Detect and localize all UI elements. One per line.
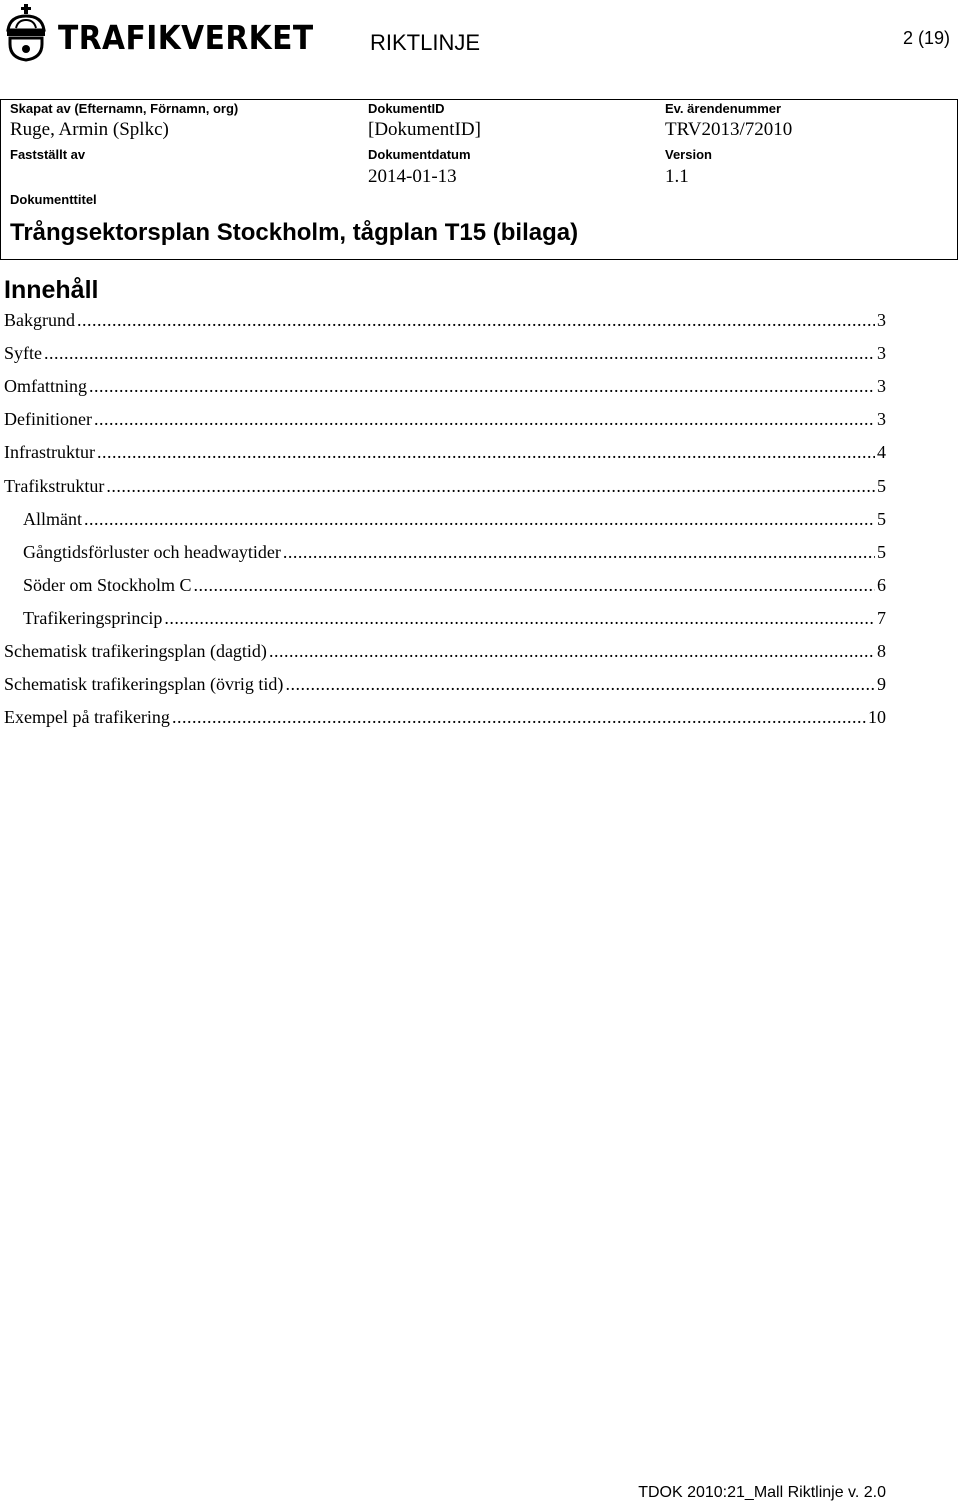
toc-entry[interactable] bbox=[4, 376, 886, 402]
document-title-value: Trångsektorsplan Stockholm, tågplan T15 (bilaga) bbox=[10, 219, 579, 246]
toc-entry-page: 6 bbox=[877, 575, 886, 595]
toc-entry-title: Gångtidsförluster och headwaytider bbox=[23, 542, 281, 562]
toc-entry-title: Söder om Stockholm C bbox=[23, 575, 192, 595]
toc-entry-page: 3 bbox=[877, 409, 886, 429]
toc-dot-leader bbox=[89, 376, 875, 397]
docid-label: DokumentID bbox=[368, 101, 445, 116]
toc-entry-page: 5 bbox=[877, 542, 886, 562]
toc-entry-title: Schematisk trafikeringsplan (övrig tid) bbox=[4, 674, 284, 694]
toc-dot-leader bbox=[97, 442, 875, 463]
toc-entry-page: 9 bbox=[877, 674, 886, 694]
page-number: 2 (19) bbox=[902, 28, 950, 48]
toc-entry-title: Omfattning bbox=[4, 376, 87, 396]
toc-entry-page: 3 bbox=[877, 343, 886, 363]
toc-entry-page: 10 bbox=[868, 707, 886, 727]
toc-entry[interactable] bbox=[4, 674, 886, 700]
page-header bbox=[0, 0, 960, 80]
toc-entry[interactable] bbox=[4, 442, 886, 468]
toc-entry-title: Allmänt bbox=[23, 509, 82, 529]
approved-by-label: Fastställt av bbox=[10, 147, 86, 162]
toc-dot-leader bbox=[164, 608, 875, 629]
toc-dot-leader bbox=[44, 343, 875, 364]
toc-dot-leader bbox=[172, 707, 866, 728]
toc-entry-title: Syfte bbox=[4, 343, 42, 363]
trafikverket-logo bbox=[2, 4, 312, 64]
document-metadata-box bbox=[0, 99, 958, 260]
toc-entry-page: 7 bbox=[877, 608, 886, 628]
toc-entry[interactable] bbox=[23, 608, 886, 634]
toc-entry-page: 5 bbox=[877, 509, 886, 529]
brand-wordmark: TRAFIKVERKET bbox=[58, 18, 314, 57]
toc-entry[interactable] bbox=[23, 542, 886, 568]
toc-dot-leader bbox=[285, 674, 875, 695]
toc-entry[interactable] bbox=[4, 409, 886, 435]
toc-entry-page: 8 bbox=[877, 641, 886, 661]
toc-entry-page: 3 bbox=[877, 310, 886, 330]
toc-dot-leader bbox=[269, 641, 875, 662]
toc-entry-page: 4 bbox=[877, 442, 886, 462]
toc-entry[interactable] bbox=[4, 476, 886, 502]
toc-dot-leader bbox=[194, 575, 875, 596]
toc-entry-page: 5 bbox=[877, 476, 886, 496]
document-type: RIKTLINJE bbox=[370, 30, 481, 55]
toc-entry-page: 3 bbox=[877, 376, 886, 396]
document-title-label: Dokumenttitel bbox=[10, 192, 97, 207]
toc-entry-title: Infrastruktur bbox=[4, 442, 95, 462]
version-value: 1.1 bbox=[665, 166, 689, 187]
document-date-value: 2014-01-13 bbox=[368, 166, 457, 187]
footer-template-id: TDOK 2010:21_Mall Riktlinje v. 2.0 bbox=[638, 1484, 886, 1501]
toc-heading: Innehåll bbox=[4, 276, 99, 304]
document-date-label: Dokumentdatum bbox=[368, 147, 471, 162]
version-label: Version bbox=[665, 147, 712, 162]
toc-entry[interactable] bbox=[4, 641, 886, 667]
table-of-contents bbox=[4, 274, 886, 727]
toc-dot-leader bbox=[77, 310, 875, 331]
toc-entry-title: Definitioner bbox=[4, 409, 92, 429]
toc-entry[interactable] bbox=[23, 509, 886, 535]
toc-entry-title: Bakgrund bbox=[4, 310, 75, 330]
toc-dot-leader bbox=[84, 509, 875, 530]
author-label: Skapat av (Efternamn, Förnamn, org) bbox=[10, 101, 239, 116]
toc-entry-title: Trafikstruktur bbox=[4, 476, 105, 496]
docid-value: [DokumentID] bbox=[368, 119, 481, 140]
case-number-value: TRV2013/72010 bbox=[665, 119, 793, 140]
toc-entry[interactable] bbox=[23, 575, 886, 601]
toc-entry[interactable] bbox=[4, 707, 886, 733]
crown-icon bbox=[2, 4, 50, 62]
author-value: Ruge, Armin (Splkc) bbox=[10, 119, 169, 140]
toc-entry-title: Schematisk trafikeringsplan (dagtid) bbox=[4, 641, 267, 661]
toc-entry[interactable] bbox=[4, 310, 886, 336]
case-number-label: Ev. ärendenummer bbox=[665, 101, 782, 116]
toc-entry-title: Exempel på trafikering bbox=[4, 707, 170, 727]
toc-dot-leader bbox=[283, 542, 875, 563]
toc-entry-title: Trafikeringsprincip bbox=[23, 608, 163, 628]
toc-dot-leader bbox=[94, 409, 875, 430]
toc-entry[interactable] bbox=[4, 343, 886, 369]
toc-dot-leader bbox=[106, 476, 875, 497]
